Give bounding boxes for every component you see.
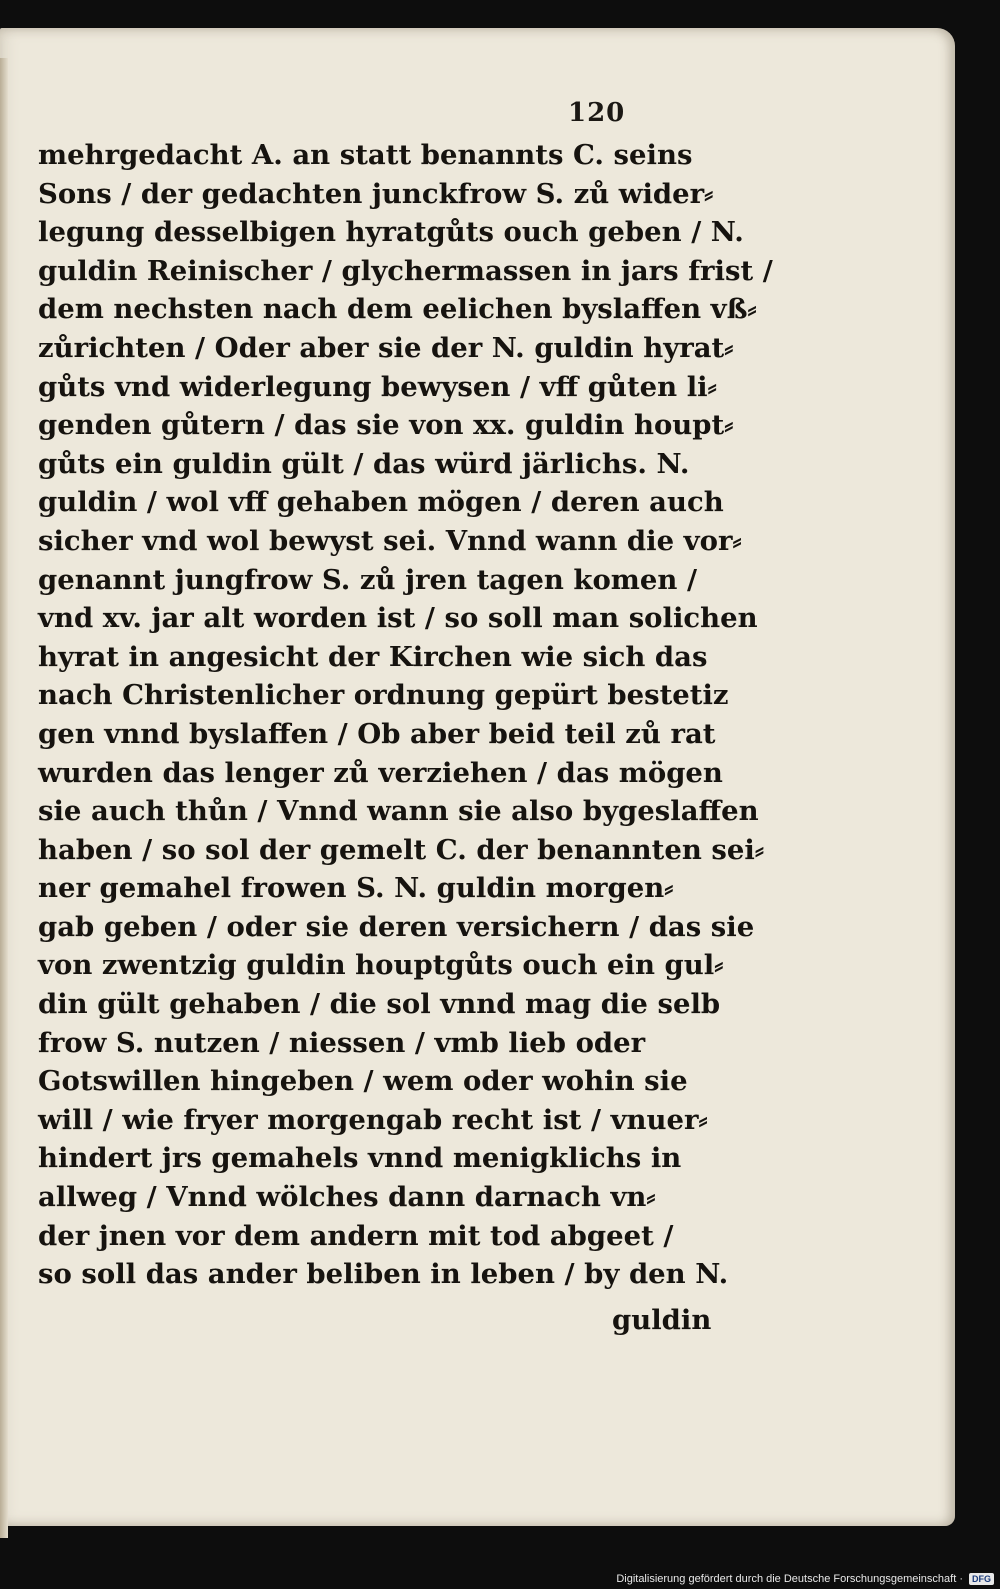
text-line: genden gůtern / das sie von xx. guldin houpt⸗ — [38, 409, 734, 442]
text-line: hyrat in angesicht der Kirchen wie sich das — [38, 640, 708, 673]
text-line: will / wie fryer morgengab recht ist / vnuer⸗ — [38, 1103, 708, 1136]
text-line: gůts vnd widerlegung bewysen / vff gůten li⸗ — [38, 370, 717, 403]
page-number: 120 — [568, 98, 626, 128]
text-line: hindert jrs gemahels vnnd menigklichs in — [38, 1142, 682, 1175]
text-line: haben / so sol der gemelt C. der benannten sei⸗ — [38, 833, 765, 866]
text-line: gen vnnd byslaffen / Ob aber beid teil zů rat — [38, 717, 716, 750]
text-line: dem nechsten nach dem eelichen byslaffen vß⸗ — [38, 293, 757, 326]
catchword: guldin — [612, 1304, 712, 1336]
text-line: allweg / Vnnd wölches dann darnach vn⸗ — [38, 1181, 656, 1214]
text-line: gůts ein guldin gült / das würd järlichs. N. — [38, 447, 690, 480]
text-line: der jnen vor dem andern mit tod abgeet / — [38, 1219, 674, 1252]
book-page — [0, 28, 955, 1526]
text-line: vnd xv. jar alt worden ist / so soll man solichen — [38, 602, 758, 635]
digitization-footer — [616, 1573, 994, 1585]
text-line: wurden das lenger zů verziehen / das mögen — [38, 756, 723, 789]
text-line: genannt jungfrow S. zů jren tagen komen / — [38, 563, 698, 596]
text-line: sie auch thůn / Vnnd wann sie also bygeslaffen — [38, 795, 759, 828]
text-line: legung desselbigen hyratgůts ouch geben / N. — [38, 216, 744, 249]
text-line: frow S. nutzen / niessen / vmb lieb oder — [38, 1026, 646, 1059]
text-line: mehrgedacht A. an statt benannts C. seins — [38, 139, 693, 171]
page-gutter-edge — [0, 58, 8, 1538]
dfg-logo-icon: DFG — [969, 1573, 994, 1585]
text-line: zůrichten / Oder aber sie der N. guldin hyrat⸗ — [38, 331, 734, 364]
text-line: nach Christenlicher ordnung gepürt bestetiz — [38, 679, 729, 712]
text-line: guldin / wol vff gehaben mögen / deren auch — [38, 486, 724, 519]
text-line: ner gemahel frowen S. N. guldin morgen⸗ — [38, 872, 674, 905]
text-line: so soll das ander beliben in leben / by den N. — [38, 1258, 729, 1291]
text-line: guldin Reinischer / glychermassen in jars frist / — [38, 254, 773, 287]
text-line: gab geben / oder sie deren versichern / das sie — [38, 910, 755, 943]
text-line: Sons / der gedachten junckfrow S. zů wider⸗ — [38, 177, 714, 210]
text-line: von zwentzig guldin houptgůts ouch ein gul⸗ — [38, 949, 724, 982]
page-text-block — [38, 136, 773, 1294]
funding-notice: Digitalisierung gefördert durch die Deutsche Forschungsgemeinschaft · — [616, 1573, 963, 1585]
text-line: din gült gehaben / die sol vnnd mag die selb — [38, 988, 721, 1021]
text-line: Gotswillen hingeben / wem oder wohin sie — [38, 1065, 688, 1098]
text-line: sicher vnd wol bewyst sei. Vnnd wann die vor⸗ — [38, 524, 742, 557]
